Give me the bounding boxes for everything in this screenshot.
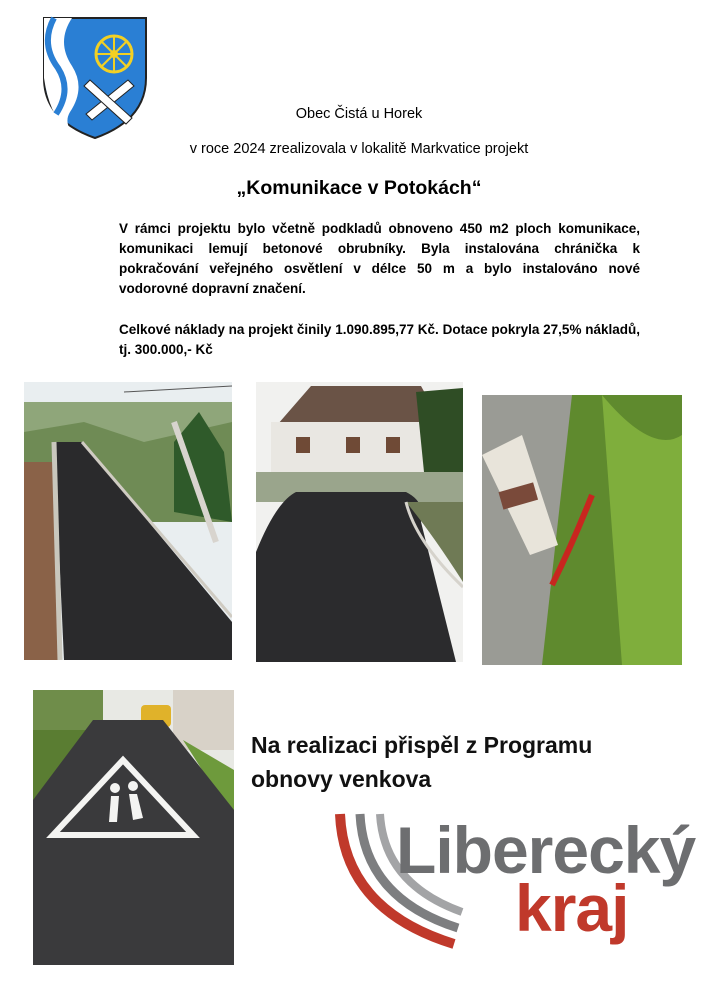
municipality-name: Obec Čistá u Horek (295, 106, 423, 122)
logo-text-kraj: kraj (515, 871, 629, 945)
photo-road-house (256, 382, 463, 662)
cost-paragraph: Celkové náklady na projekt činily 1.090.895,77 Kč. Dotace pokryla 27,5% nákladů, tj. 300.000,- Kč (119, 322, 640, 357)
description-paragraph: V rámci projektu bylo včetně podkladů obnoveno 450 m2 ploch komunikace, komunikaci lemují betonové obrubníky. Byla instalována chránička k pokračování veřejného osvětlení v délce 50 m a bylo instalováno nové vodorovné dopravní značení. (119, 221, 640, 296)
photo-pedestrian-marking (33, 690, 234, 965)
subtitle: v roce 2024 zrealizovala v lokalitě Markvatice projekt (189, 141, 529, 157)
page-title: „Komunikace v Potokách“ (236, 177, 482, 199)
photo-road-slope (24, 382, 232, 660)
program-statement (251, 728, 592, 796)
logo-text-liberecky: Liberecký (396, 813, 696, 887)
photo-conduit (482, 395, 682, 665)
program-line-1: Na realizaci přispěl z Programu (251, 732, 593, 758)
program-line-2: obnovy venkova (251, 766, 432, 792)
